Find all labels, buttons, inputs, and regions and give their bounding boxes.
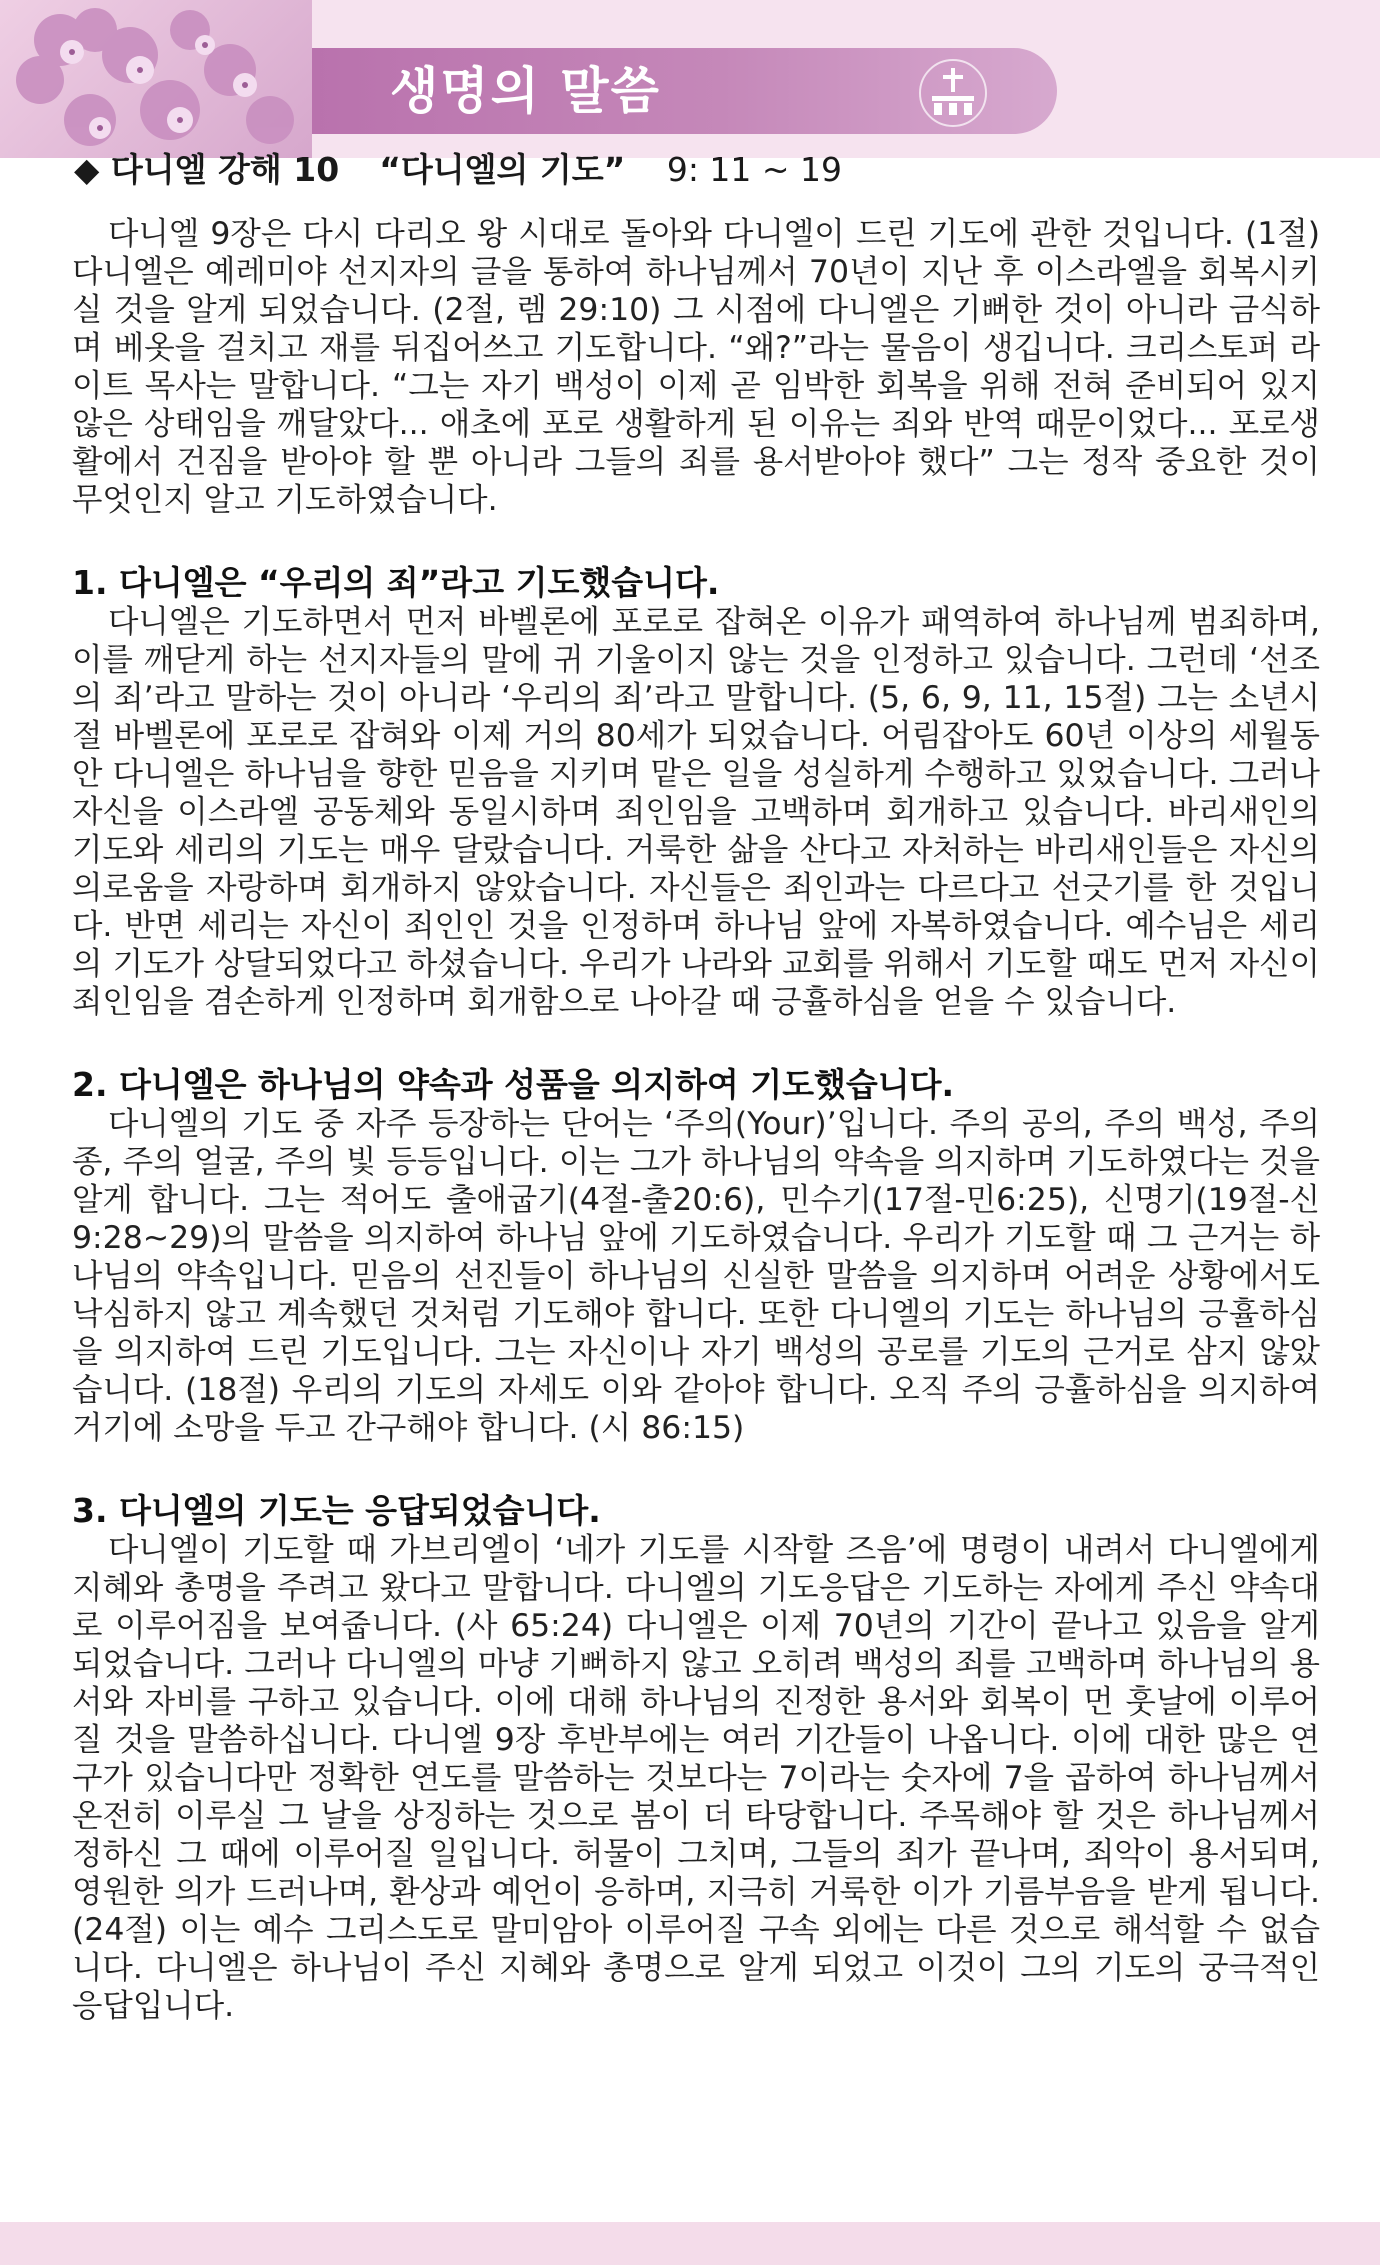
section-1 (72, 563, 1320, 1021)
section-body: 다니엘은 기도하면서 먼저 바벨론에 포로로 잡혀온 이유가 패역하여 하나님께 범죄하며, 이를 깨닫게 하는 선지자들의 말에 귀 기울이지 않는 것을 인정하고 있습니다. 그런데 ‘선조의 죄’라고 말하는 것이 아니라 ‘우리의 죄’라고 말합니다. (5, 6, 9, 11, 15절) 그는 소년시절 바벨론에 포로로 잡혀와 이제 거의 80세가 되었습니다. 어림잡아도 60년 이상의 세월동안 다니엘은 하나님을 향한 믿음을 지키며 맡은 일을 성실하게 수행하고 있었습니다. 그러나 자신을 이스라엘 공동체와 동일시하며 죄인임을 고백하며 회개하고 있습니다. 바리새인의 기도와 세리의 기도는 매우 달랐습니다. 거룩한 삶을 산다고 자처하는 바리새인들은 자신의 의로움을 자랑하며 회개하지 않았습니다. 자신들은 죄인과는 다르다고 선긋기를 한 것입니다. 반면 세리는 자신이 죄인인 것을 인정하며 하나님 앞에 자복하였습니다. 예수님은 세리의 기도가 상달되었다고 하셨습니다. 우리가 나라와 교회를 위해서 기도할 때도 먼저 자신이 죄인임을 겸손하게 인정하며 회개함으로 나아갈 때 긍휼하심을 얻을 수 있습니다. (72, 604, 1320, 1020)
scripture-reference: 9: 11 ~ 19 (666, 150, 843, 189)
sermon-title-line (74, 145, 1314, 195)
section-2 (72, 1065, 1320, 1447)
section-heading: 1. 다니엘은 “우리의 죄”라고 기도했습니다. (72, 563, 720, 602)
flower-image (0, 0, 312, 158)
page-title: 생명의 말씀 (390, 62, 661, 120)
church-cross-icon (918, 58, 988, 128)
intro-paragraph: 다니엘 9장은 다시 다리오 왕 시대로 돌아와 다니엘이 드린 기도에 관한 것입니다. (1절) 다니엘은 예레미야 선지자의 글을 통하여 하나님께서 70년이 지난 후 이스라엘을 회복시키실 것을 알게 되었습니다. (2절, 렘 29:10) 그 시점에 다니엘은 기뻐한 것이 아니라 금식하며 베옷을 걸치고 재를 뒤집어쓰고 기도합니다. “왜?”라는 물음이 생깁니다. 크리스토퍼 라이트 목사는 말합니다. “그는 자기 백성이 이제 곧 임박한 회복을 위해 전혀 준비되어 있지 않은 상태임을 깨달았다... 애초에 포로 생활하게 된 이유는 죄와 반역 때문이었다... 포로생활에서 건짐을 받아야 할 뿐 아니라 그들의 죄를 용서받아야 했다” 그는 정작 중요한 것이 무엇인지 알고 기도하였습니다. (72, 216, 1320, 518)
sermon-body (72, 215, 1320, 2025)
diamond-bullet-icon: ◆ (74, 150, 100, 189)
sermon-series: 다니엘 강해 10 (110, 150, 340, 189)
footer-band (0, 2222, 1380, 2265)
section-heading: 3. 다니엘의 기도는 응답되었습니다. (72, 1491, 601, 1530)
section-heading: 2. 다니엘은 하나님의 약속과 성품을 의지하여 기도했습니다. (72, 1065, 955, 1104)
section-body: 다니엘이 기도할 때 가브리엘이 ‘네가 기도를 시작할 즈음’에 명령이 내려서 다니엘에게 지혜와 총명을 주려고 왔다고 말합니다. 다니엘의 기도응답은 기도하는 자에게 주신 약속대로 이루어짐을 보여줍니다. (사 65:24) 다니엘은 이제 70년의 기간이 끝나고 있음을 알게 되었습니다. 그러나 다니엘의 마냥 기뻐하지 않고 오히려 백성의 죄를 고백하며 하나님의 용서와 자비를 구하고 있습니다. 이에 대해 하나님의 진정한 용서와 회복이 먼 훗날에 이루어 질 것을 말씀하십니다. 다니엘 9장 후반부에는 여러 기간들이 나옵니다. 이에 대한 많은 연구가 있습니다만 정확한 연도를 말씀하는 것보다는 7이라는 숫자에 7을 곱하여 하나님께서 온전히 이루실 그 날을 상징하는 것으로 봄이 더 타당합니다. 주목해야 할 것은 하나님께서 정하신 그 때에 이루어질 일입니다. 허물이 그치며, 그들의 죄가 끝나며, 죄악이 용서되며, 영원한 의가 드러나며, 환상과 예언이 응하며, 지극히 거룩한 이가 기름부음을 받게 됩니다. (24절) 이는 예수 그리스도로 말미암아 이루어질 구속 외에는 다른 것으로 해석할 수 없습니다. 다니엘은 하나님이 주신 지혜와 총명으로 알게 되었고 이것이 그의 기도의 궁극적인 응답입니다. (72, 1532, 1320, 2024)
section-body: 다니엘의 기도 중 자주 등장하는 단어는 ‘주의(Your)’입니다. 주의 공의, 주의 백성, 주의 종, 주의 얼굴, 주의 빛 등등입니다. 이는 그가 하나님의 약속을 의지하며 기도하였다는 것을 알게 합니다. 그는 적어도 출애굽기(4절-출20:6), 민수기(17절-민6:25), 신명기(19절-신9:28~29)의 말씀을 의지하여 하나님 앞에 기도하였습니다. 우리가 기도할 때 그 근거는 하나님의 약속입니다. 믿음의 선진들이 하나님의 신실한 말씀을 의지하며 어려운 상황에서도 낙심하지 않고 계속했던 것처럼 기도해야 합니다. 또한 다니엘의 기도는 하나님의 긍휼하심을 의지하여 드린 기도입니다. 그는 자신이나 자기 백성의 공로를 기도의 근거로 삼지 않았습니다. (18절) 우리의 기도의 자세도 이와 같아야 합니다. 오직 주의 긍휼하심을 의지하여 거기에 소망을 두고 간구해야 합니다. (시 86:15) (72, 1106, 1320, 1446)
sermon-title: “다니엘의 기도” (379, 150, 626, 189)
section-3 (72, 1491, 1320, 2025)
lilac-flowers-illustration (0, 0, 312, 158)
